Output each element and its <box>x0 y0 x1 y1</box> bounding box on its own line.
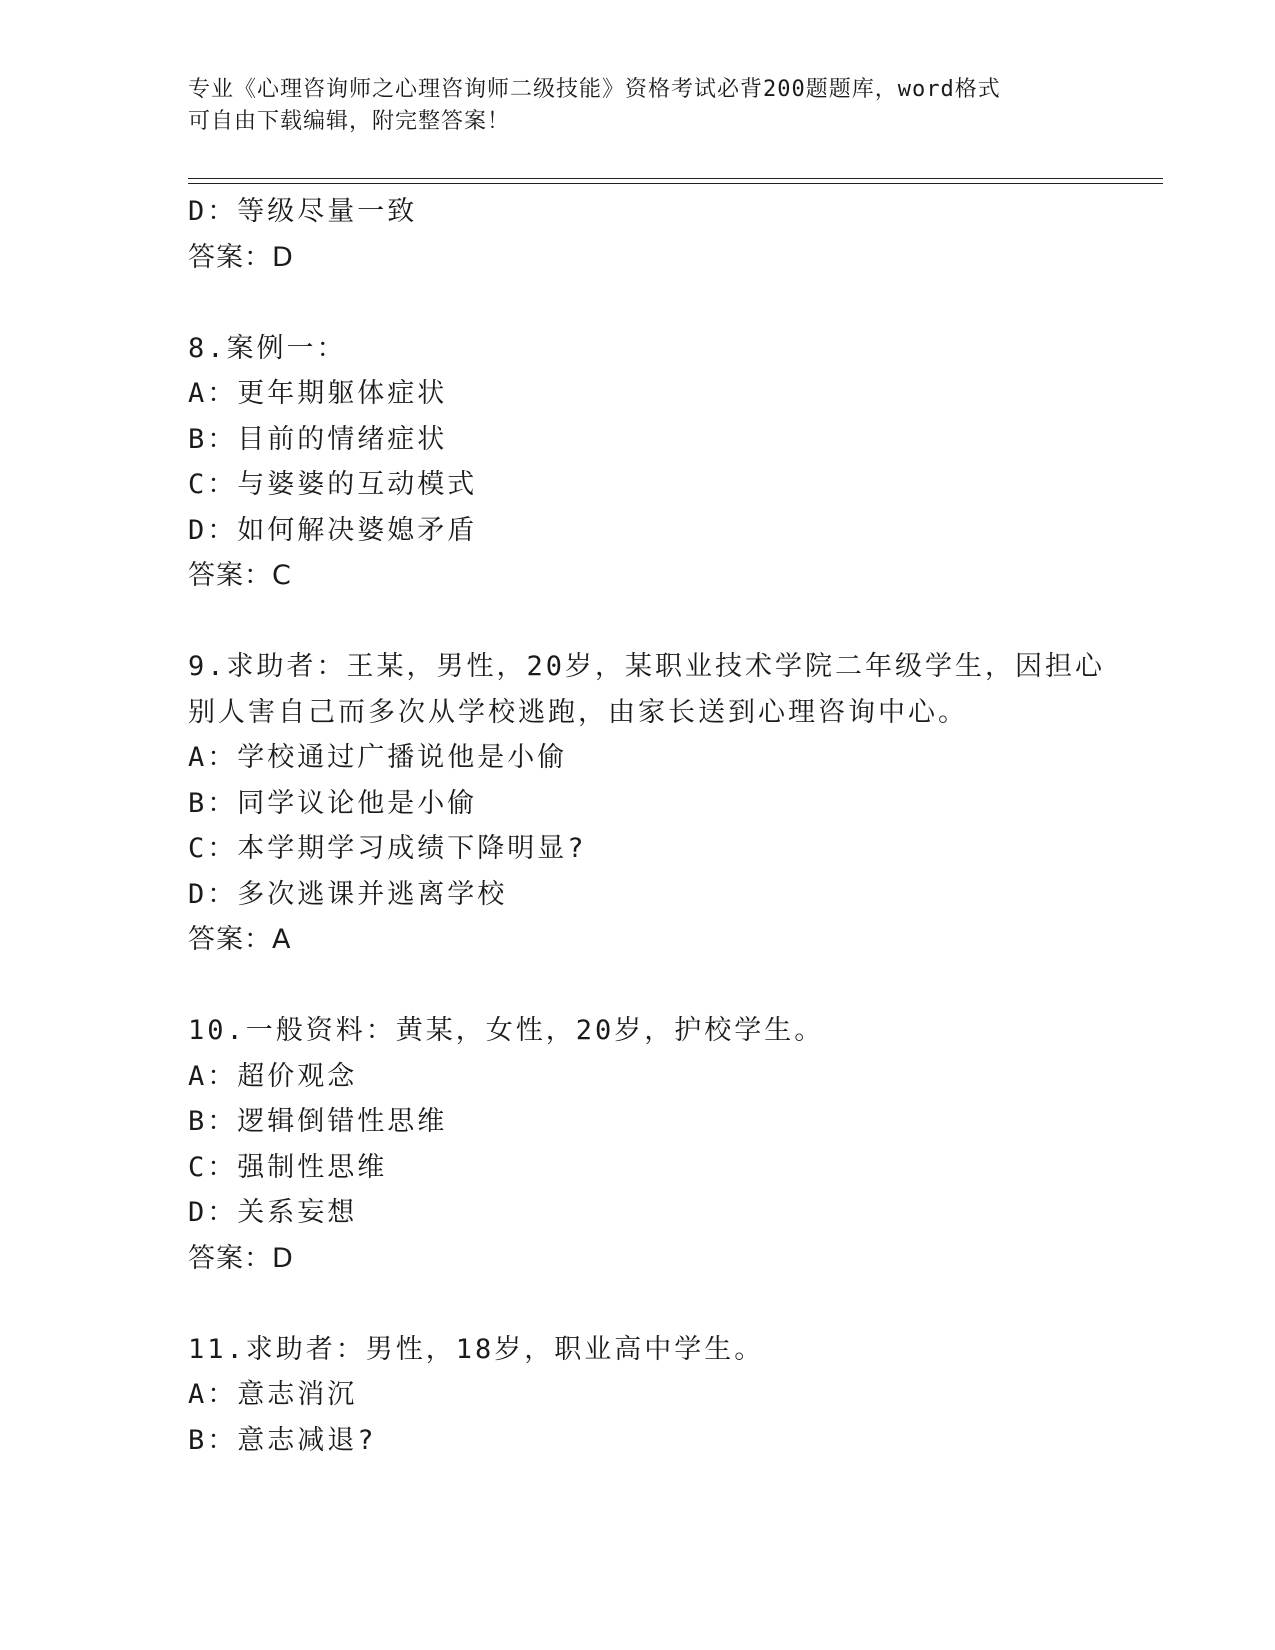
spacer <box>188 963 1088 1009</box>
question-7 <box>188 189 1088 280</box>
question-10 <box>188 1008 1088 1281</box>
option-b: B：意志减退? <box>188 1424 377 1456</box>
option-c: C：强制性思维 <box>188 1151 388 1183</box>
option-d: D：如何解决婆媳矛盾 <box>188 514 478 546</box>
header-title-line-2: 可自由下载编辑，附完整答案！ <box>188 109 511 134</box>
spacer <box>188 280 1088 326</box>
option-d: D：关系妄想 <box>188 1197 358 1228</box>
option-a: A：学校通过广播说他是小偷 <box>188 742 568 773</box>
answer-line: 答案：D <box>188 241 294 273</box>
question-9 <box>188 644 1106 963</box>
option-d: D：多次逃课并逃离学校 <box>188 878 508 910</box>
question-list <box>188 189 1106 1463</box>
option-a: A：意志消沉 <box>188 1379 358 1410</box>
header-divider-bottom <box>188 183 1163 184</box>
answer-line: 答案：C <box>188 560 292 591</box>
option-c: C：本学期学习成绩下降明显? <box>188 833 587 864</box>
spacer <box>188 1281 1088 1327</box>
option-a: A：超价观念 <box>188 1060 358 1092</box>
question-stem: 8.案例一： <box>188 332 347 364</box>
option-d: D：等级尽量一致 <box>188 196 418 227</box>
answer-line: 答案：A <box>188 924 292 955</box>
question-stem-line-1: 9.求助者：王某，男性，20岁，某职业技术学院二年级学生，因担心 <box>188 651 1106 682</box>
option-c: C：与婆婆的互动模式 <box>188 469 478 500</box>
question-stem: 10.一般资料：黄某，女性，20岁，护校学生。 <box>188 1015 825 1046</box>
option-b: B：目前的情绪症状 <box>188 423 448 455</box>
question-8 <box>188 326 1088 599</box>
question-stem: 11.求助者：男性，18岁，职业高中学生。 <box>188 1333 765 1365</box>
spacer <box>188 599 1088 645</box>
document-header <box>188 74 1068 138</box>
question-stem-line-2: 别人害自己而多次从学校逃跑，由家长送到心理咨询中心。 <box>188 696 968 728</box>
option-b: B：逻辑倒错性思维 <box>188 1106 448 1137</box>
header-title-line-1: 专业《心理咨询师之心理咨询师二级技能》资格考试必背200题题库，word格式 <box>188 77 1001 102</box>
header-divider-top <box>188 178 1163 179</box>
option-b: B：同学议论他是小偷 <box>188 787 478 819</box>
option-a: A：更年期躯体症状 <box>188 378 448 409</box>
question-11 <box>188 1327 1088 1464</box>
answer-line: 答案：D <box>188 1242 294 1274</box>
